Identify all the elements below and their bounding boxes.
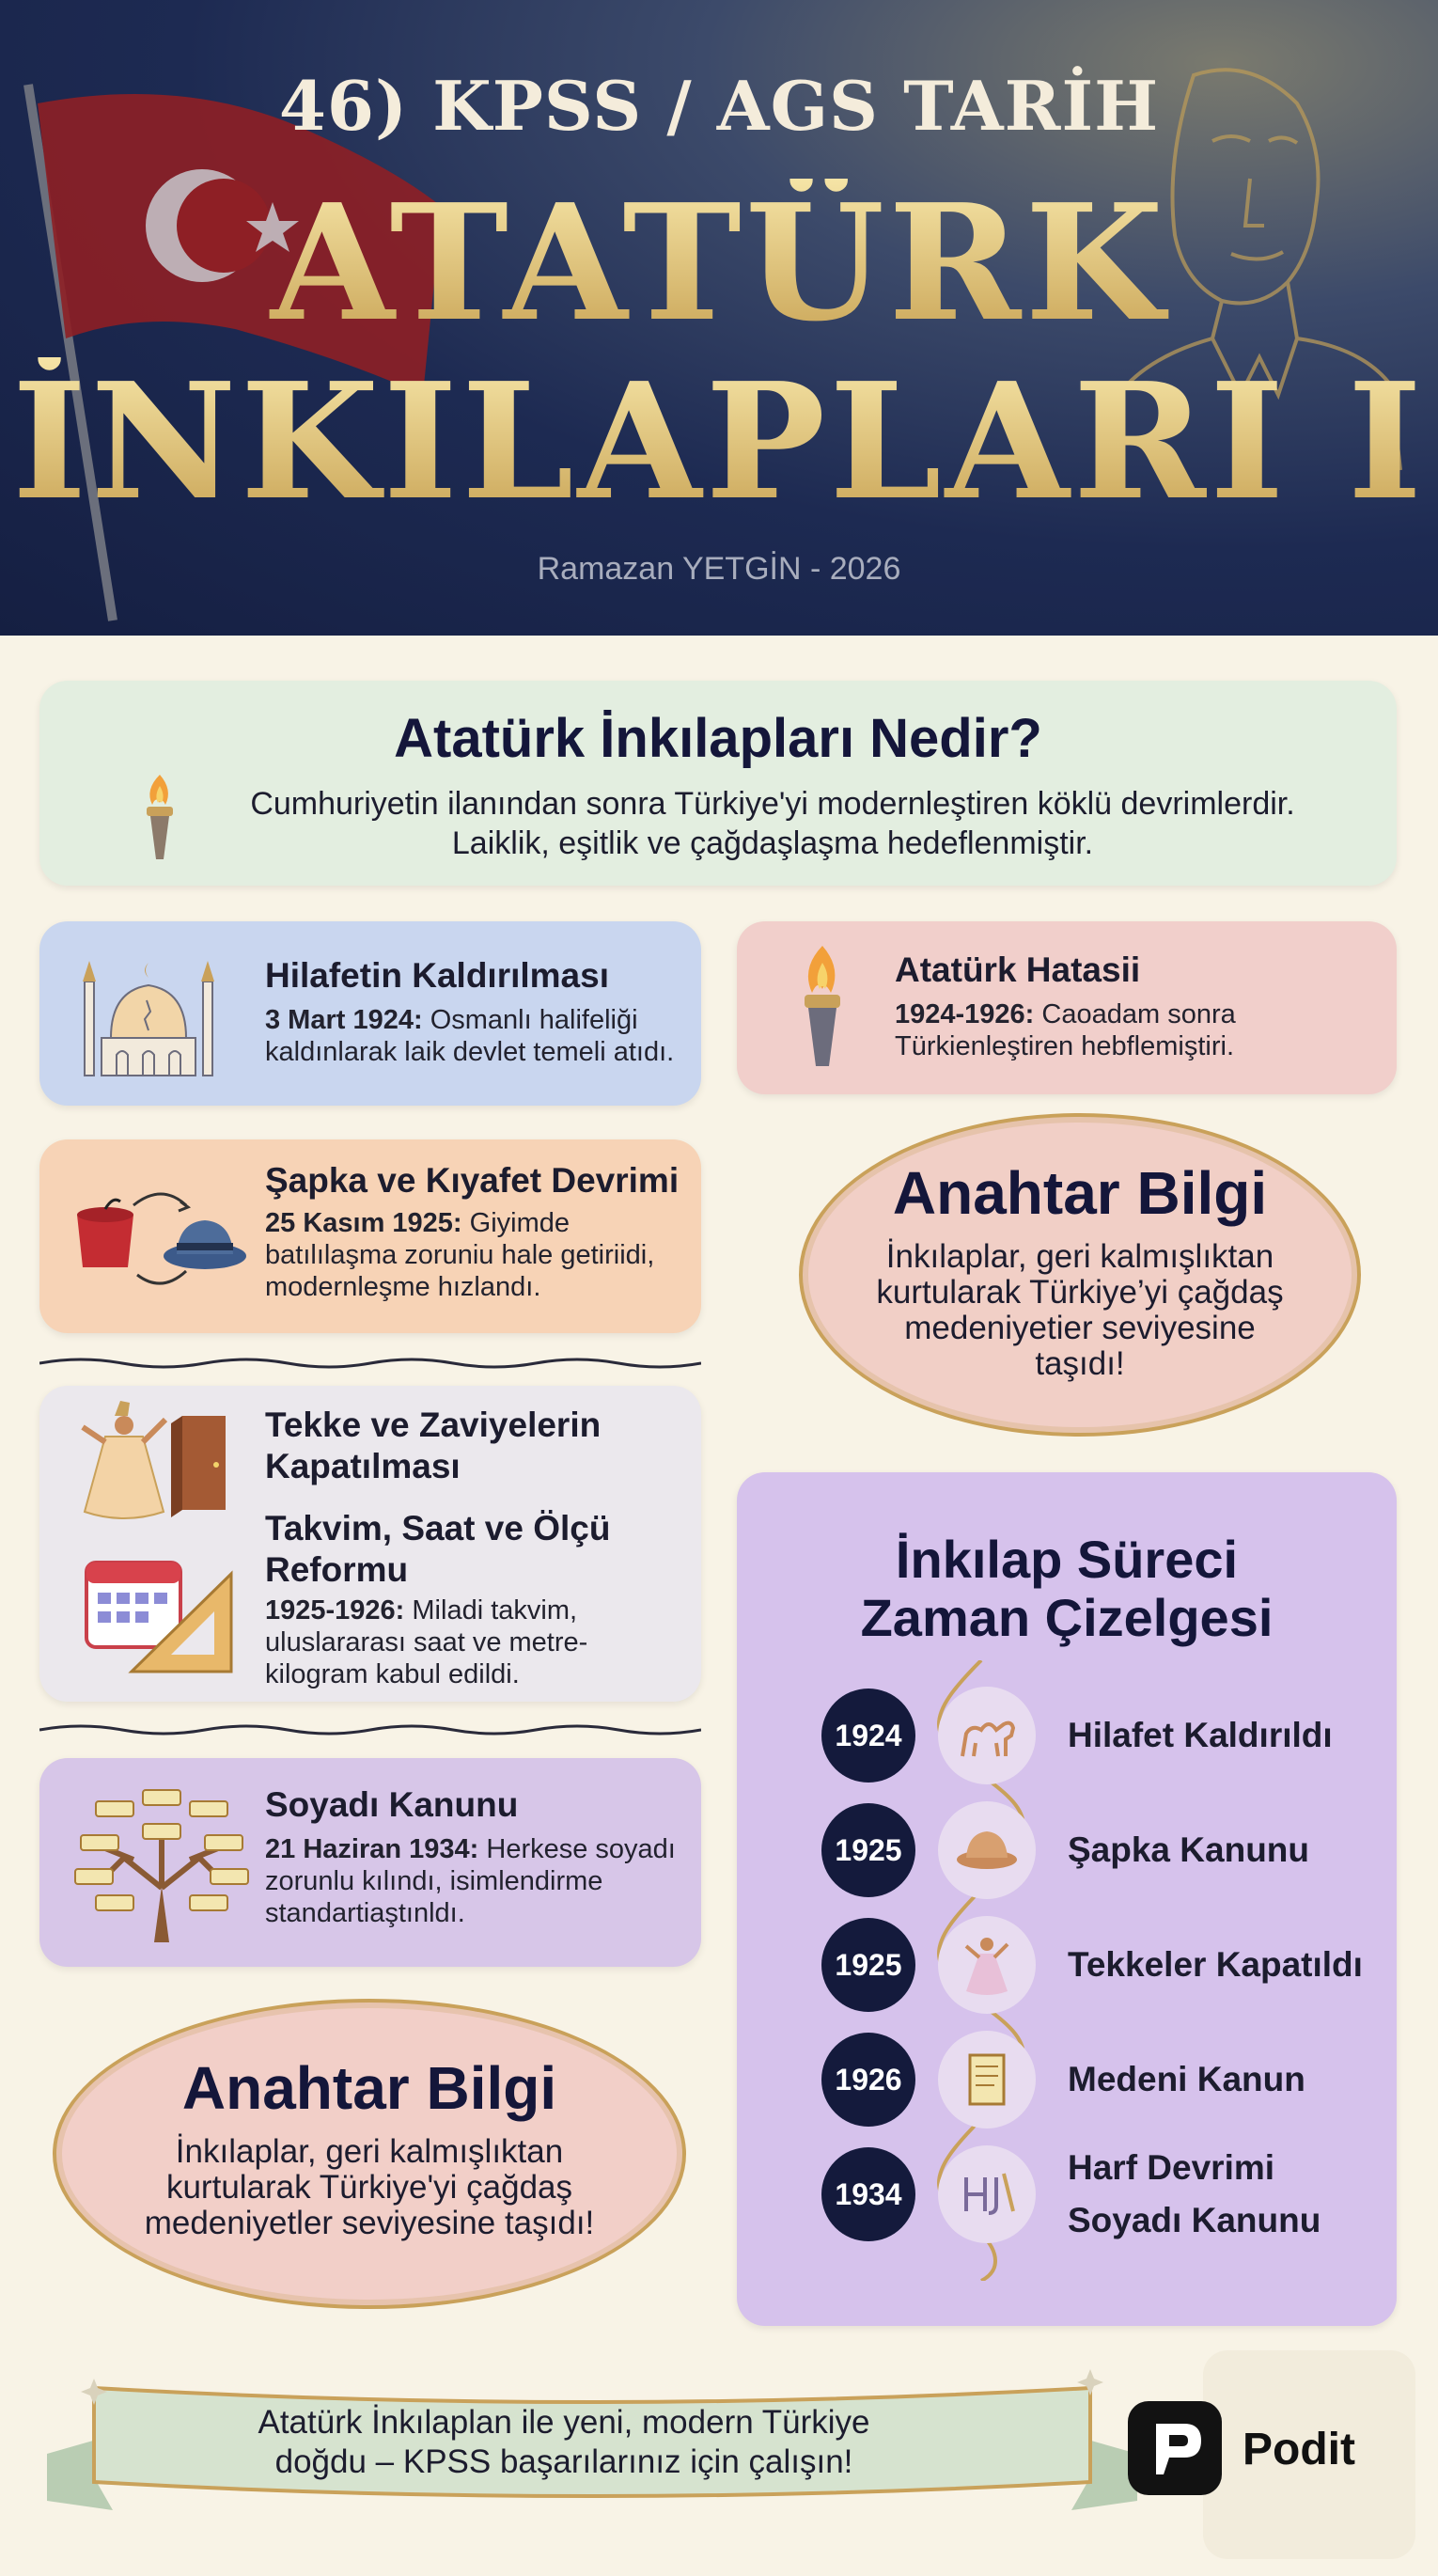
timeline-title-line2: Zaman Çizelgesi <box>860 1588 1274 1647</box>
hilafet-line2: kaldınlarak laik devlet temeli atıdı. <box>265 1037 675 1067</box>
footer-line1: Atatürk İnkılaplan ile yeni, modern Türkiye <box>258 2404 870 2441</box>
key1-title: Anahtar Bilgi <box>892 1159 1268 1227</box>
main-title-line1: ATATÜRK <box>0 179 1438 348</box>
tekke-title-line1: Tekke ve Zaviyelerin <box>265 1406 602 1444</box>
takvim-line3: kilogram kabul edildi. <box>265 1659 520 1689</box>
key1-line4: taşıdı! <box>1035 1345 1125 1382</box>
key1-line2: kurtularak Türkiye’yi çağdaş <box>876 1274 1284 1311</box>
timeline-label: Şapka Kanunu <box>1068 1830 1309 1869</box>
timeline-label: Tekkeler Kapatıldı <box>1068 1945 1363 1984</box>
card-hilafet <box>39 921 701 1106</box>
sapka-title: Şapka ve Kıyafet Devrimi <box>265 1161 680 1200</box>
sapka-line3: modernleşme hızlandı. <box>265 1272 541 1302</box>
key-info-oval <box>53 1999 686 2309</box>
card-sapka <box>39 1139 701 1333</box>
soyadi-line3: standartiaştınldı. <box>265 1898 465 1928</box>
takvim-title <box>265 1508 610 1591</box>
takvim-body <box>265 1594 587 1690</box>
hilafet-line1: Osmanlı halifeliği <box>422 1005 638 1035</box>
timeline-label <box>1068 2142 1321 2247</box>
card-tekke-takvim <box>39 1386 701 1702</box>
ataturk-line2: Türkienleştiren hebflemiştiri. <box>895 1031 1235 1061</box>
takvim-title-line1: Takvim, Saat ve Ölçü <box>265 1509 611 1547</box>
torch-icon <box>789 942 855 1074</box>
sapka-date: 25 Kasım 1925: <box>265 1208 462 1238</box>
header-banner <box>0 0 1438 636</box>
wavy-divider <box>39 1354 701 1373</box>
ataturk-body <box>895 998 1236 1062</box>
sapka-line1: Giyimde <box>461 1208 571 1238</box>
key2-line3: medeniyetler seviyesine taşıdı! <box>144 2205 595 2241</box>
letters-icon <box>938 2145 1036 2243</box>
scroll-icon <box>938 2031 1036 2128</box>
intro-line2: Laiklik, eşitlik ve çağdaşlaşma hedeflenmiştir. <box>451 825 1094 861</box>
ataturk-line1: Caoadam sonra <box>1034 999 1236 1029</box>
year-badge: 1934 <box>821 2147 915 2241</box>
brand-name: Podit <box>1243 2425 1355 2474</box>
sapka-body <box>265 1207 654 1303</box>
fez-to-hat-icon <box>68 1177 246 1299</box>
timeline-title <box>737 1531 1397 1647</box>
card-ataturk <box>737 921 1397 1094</box>
family-tree-icon <box>68 1783 256 1948</box>
footer-line2: doğdu – KPSS başarılarınız için çalışın! <box>274 2443 853 2480</box>
timeline-card <box>737 1472 1397 2326</box>
key2-title: Anahtar Bilgi <box>181 2054 557 2122</box>
tekke-title-line2: Kapatılması <box>265 1447 461 1485</box>
card-soyadi <box>39 1758 701 1967</box>
key2-body <box>56 2134 682 2241</box>
key2-line2: kurtularak Türkiye'yi çağdaş <box>165 2169 573 2206</box>
wavy-divider <box>39 1720 701 1739</box>
mosque-icon <box>73 944 224 1085</box>
timeline-label-line2: Soyadı Kanunu <box>1068 2201 1321 2239</box>
footer-message <box>197 2403 930 2482</box>
intro-line1: Cumhuriyetin ilanından sonra Türkiye'yi modernleştiren köklü devrimlerdir. <box>250 786 1295 822</box>
intro-card <box>39 681 1397 886</box>
timeline-label: Medeni Kanun <box>1068 2060 1305 2098</box>
ataturk-date: 1924-1926: <box>895 999 1035 1029</box>
hat-icon <box>938 1801 1036 1899</box>
soyadi-title: Soyadı Kanunu <box>265 1785 519 1824</box>
key1-line3: medeniyetier seviyesine <box>904 1310 1256 1346</box>
main-title-line2: İNKILAPLARI I <box>0 357 1438 526</box>
soyadi-date: 21 Haziran 1934: <box>265 1834 479 1864</box>
ataturk-title: Atatürk Hatasii <box>895 950 1141 989</box>
year-badge: 1926 <box>821 2033 915 2127</box>
takvim-title-line2: Reformu <box>265 1550 409 1589</box>
camel-icon <box>938 1687 1036 1784</box>
takvim-line1: Miladi takvim, <box>404 1595 578 1626</box>
key1-line1: İnkılaplar, geri kalmışlıktan <box>885 1238 1274 1275</box>
sapka-line2: batılılaşma zoruniu hale getiriidi, <box>265 1240 655 1270</box>
key1-body <box>803 1239 1357 1382</box>
hilafet-title: Hilafetin Kaldırılması <box>265 956 609 995</box>
hilafet-body <box>265 1004 674 1068</box>
key2-line1: İnkılaplar, geri kalmışlıktan <box>175 2133 564 2170</box>
tekke-title <box>265 1405 601 1487</box>
soyadi-line2: zorunlu kılındı, isimlendirme <box>265 1866 603 1896</box>
author-credit: Ramazan YETGİN - 2026 <box>537 551 901 587</box>
podit-logo-icon <box>1128 2401 1222 2495</box>
intro-title: Atatürk İnkılapları Nedir? <box>394 708 1042 769</box>
series-title: 46) KPSS / AGS TARİH <box>278 66 1160 146</box>
calendar-ruler-icon <box>81 1549 241 1677</box>
timeline-label: Hilafet Kaldırıldı <box>1068 1716 1333 1754</box>
takvim-date: 1925-1926: <box>265 1595 405 1626</box>
soyadi-body <box>265 1833 676 1929</box>
year-badge: 1924 <box>821 1689 915 1783</box>
intro-body <box>209 784 1336 863</box>
year-badge: 1925 <box>821 1803 915 1897</box>
dervish-icon <box>938 1916 1036 2014</box>
timeline-label-line1: Harf Devrimi <box>1068 2148 1275 2187</box>
hilafet-date: 3 Mart 1924: <box>265 1005 423 1035</box>
soyadi-line1: Herkese soyadı <box>478 1834 676 1864</box>
year-badge: 1925 <box>821 1918 915 2012</box>
key-info-oval <box>799 1113 1361 1437</box>
dervish-door-icon <box>77 1399 237 1531</box>
timeline-title-line1: İnkılap Süreci <box>895 1530 1239 1589</box>
torch-icon <box>133 771 186 865</box>
takvim-line2: uluslararası saat ve metre- <box>265 1627 588 1657</box>
